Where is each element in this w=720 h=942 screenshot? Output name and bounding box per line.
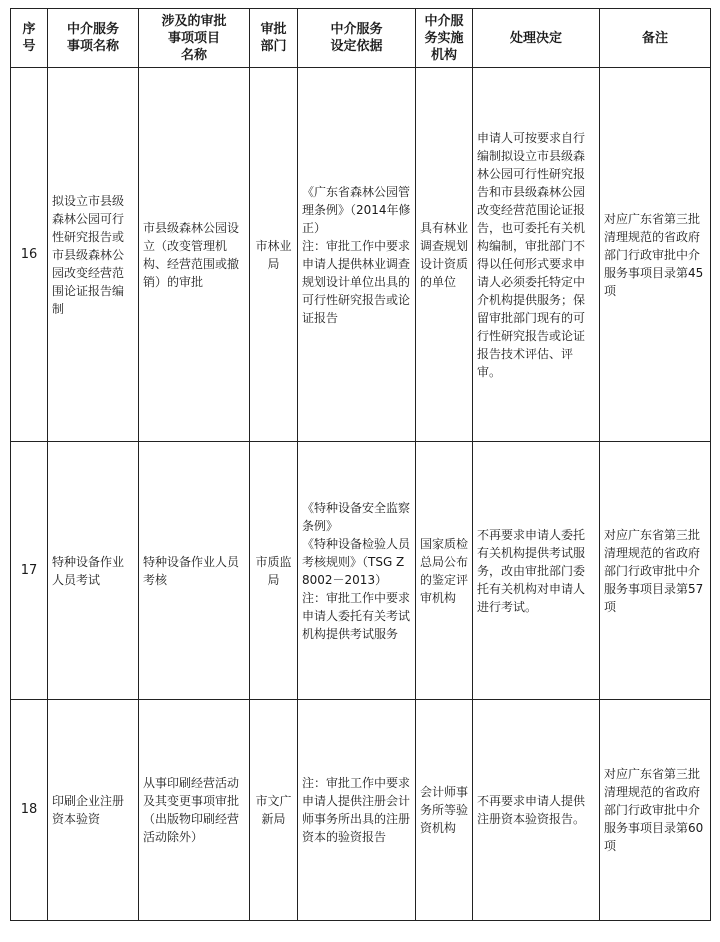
cell-dept: 市林业局 [250,68,298,442]
header-approval-item: 涉及的审批 事项项目 名称 [139,9,250,68]
cell-decision: 申请人可按要求自行编制拟设立市县级森林公园可行性研究报告和市县级森林公园改变经营范围论证报告，也可委托有关机构编制，审批部门不得以任何形式要求申请人必须委托特定中介机构提供服务；保留审批部门现有的可行性研究报告或论证报告技术评估、评审。 [473,68,600,442]
cell-basis: 《特种设备安全监察条例》 《特种设备检验人员考核规则》（TSG Z8002－2013） 注：审批工作中要求申请人委托有关考试机构提供考试服务 [298,442,416,700]
header-agency: 中介服 务实施 机构 [416,9,473,68]
cell-approval-item: 从事印刷经营活动及其变更事项审批（出版物印刷经营活动除外） [139,700,250,921]
cell-agency: 具有林业调查规划设计资质的单位 [416,68,473,442]
header-seq: 序 号 [11,9,48,68]
table-row [11,442,711,700]
cell-agency: 国家质检总局公布的鉴定评审机构 [416,442,473,700]
header-decision: 处理决定 [473,9,600,68]
header-basis: 中介服务 设定依据 [298,9,416,68]
cell-dept: 市文广新局 [250,700,298,921]
cell-approval-item: 特种设备作业人员考核 [139,442,250,700]
cell-basis: 注：审批工作中要求申请人提供注册会计师事务所出具的注册资本的验资报告 [298,700,416,921]
cell-service-name: 拟设立市县级森林公园可行性研究报告或市县级森林公园改变经营范围论证报告编制 [48,68,139,442]
header-remark: 备注 [600,9,711,68]
cell-service-name: 印刷企业注册资本验资 [48,700,139,921]
cell-service-name: 特种设备作业人员考试 [48,442,139,700]
cell-seq: 16 [11,68,48,442]
cell-remark: 对应广东省第三批清理规范的省政府部门行政审批中介服务事项目录第60项 [600,700,711,921]
header-dept: 审批 部门 [250,9,298,68]
cell-decision: 不再要求申请人委托有关机构提供考试服务，改由审批部门委托有关机构对申请人进行考试。 [473,442,600,700]
cell-agency: 会计师事务所等验资机构 [416,700,473,921]
cell-seq: 17 [11,442,48,700]
header-service-name: 中介服务 事项名称 [48,9,139,68]
table-row [11,68,711,442]
cell-dept: 市质监局 [250,442,298,700]
cell-remark: 对应广东省第三批清理规范的省政府部门行政审批中介服务事项目录第57项 [600,442,711,700]
cell-basis: 《广东省森林公园管理条例》（2014年修正） 注：审批工作中要求申请人提供林业调查规划设计单位出具的可行性研究报告或论证报告 [298,68,416,442]
table-row [11,700,711,921]
cell-remark: 对应广东省第三批清理规范的省政府部门行政审批中介服务事项目录第45项 [600,68,711,442]
table-header-row [11,9,711,68]
intermediary-service-table [10,8,711,921]
cell-seq: 18 [11,700,48,921]
cell-decision: 不再要求申请人提供注册资本验资报告。 [473,700,600,921]
cell-approval-item: 市县级森林公园设立（改变管理机构、经营范围或撤销）的审批 [139,68,250,442]
